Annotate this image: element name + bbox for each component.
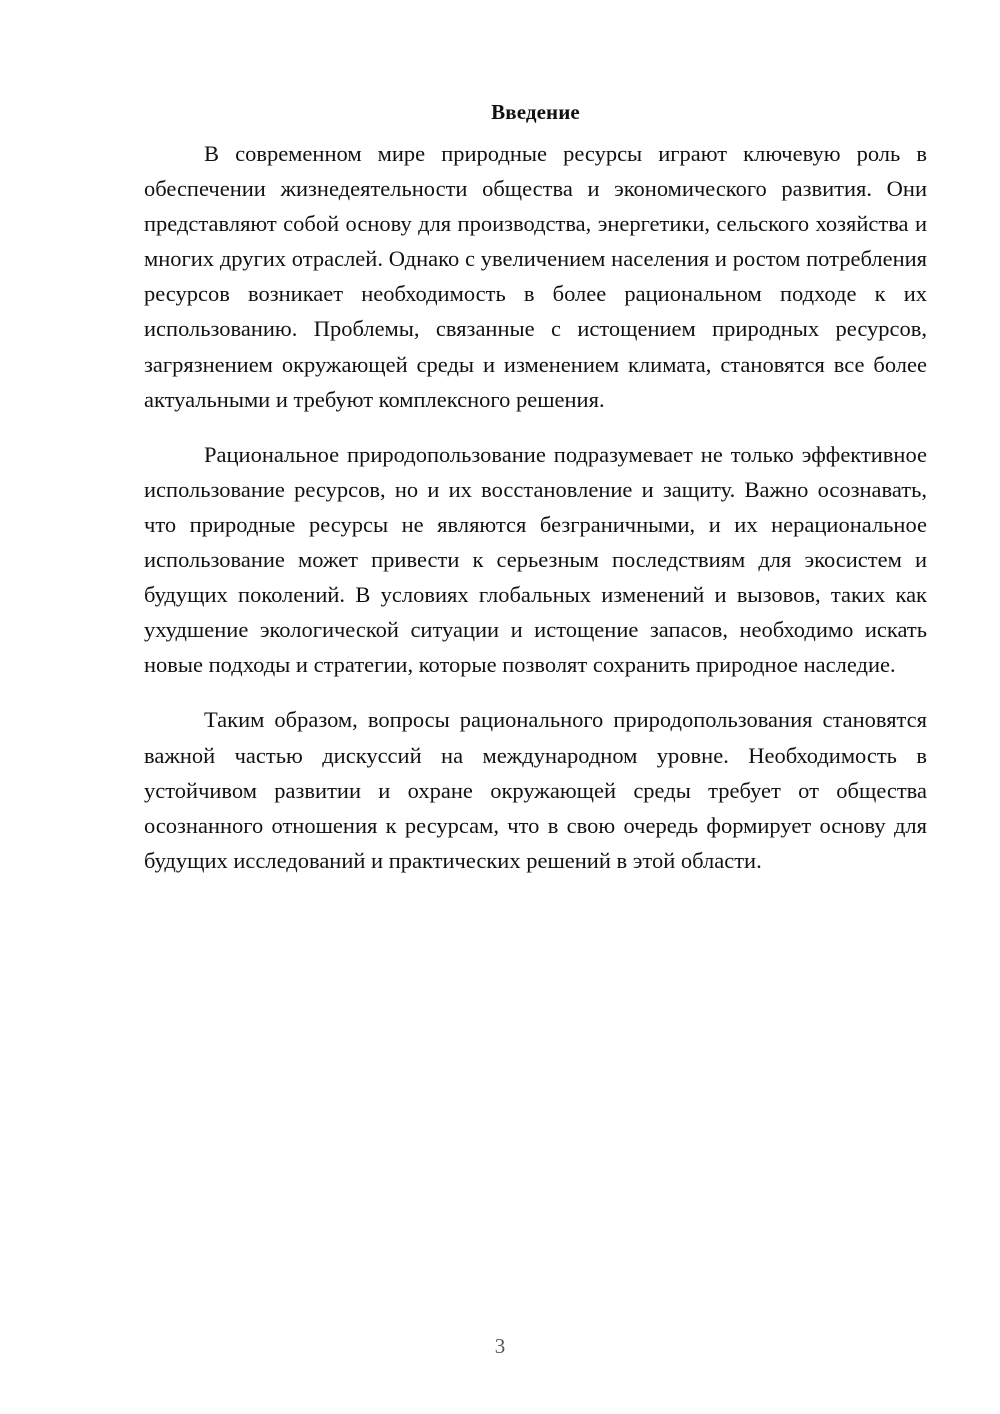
paragraph-3: Таким образом, вопросы рационального природопользования становятся важной частью дискуссий на международном уровне. Необходимость в устойчивом развитии и охране окружающей среды требует от общества осознанного отношения к ресурсам, что в свою очередь формирует основу для будущих исследований и практических решений в этой области. (144, 707, 927, 873)
paragraph-2: Рациональное природопользование подразумевает не только эффективное использование ресурсов, но и их восстановление и защиту. Важно осознавать, что природные ресурсы не являются безграничными, и их нерациональное использование может привести к серьезным последствиям для экосистем и будущих поколений. В условиях глобальных изменений и вызовов, таких как ухудшение экологической ситуации и истощение запасов, необходимо искать новые подходы и стратегии, которые позволят сохранить природное наследие. (144, 441, 927, 678)
page-number: 3 (494, 1334, 506, 1358)
section-title: Введение (491, 100, 580, 124)
page-content (144, 96, 927, 898)
paragraph-1: В современном мире природные ресурсы играют ключевую роль в обеспечении жизнедеятельности общества и экономического развития. Они представляют собой основу для производства, энергетики, сельского хозяйства и многих других отраслей. Однако с увеличением населения и ростом потребления ресурсов возникает необходимость в более рациональном подходе к их использованию. Проблемы, связанные с истощением природных ресурсов, загрязнением окружающей среды и изменением климата, становятся все более актуальными и требуют комплексного решения. (144, 141, 927, 412)
